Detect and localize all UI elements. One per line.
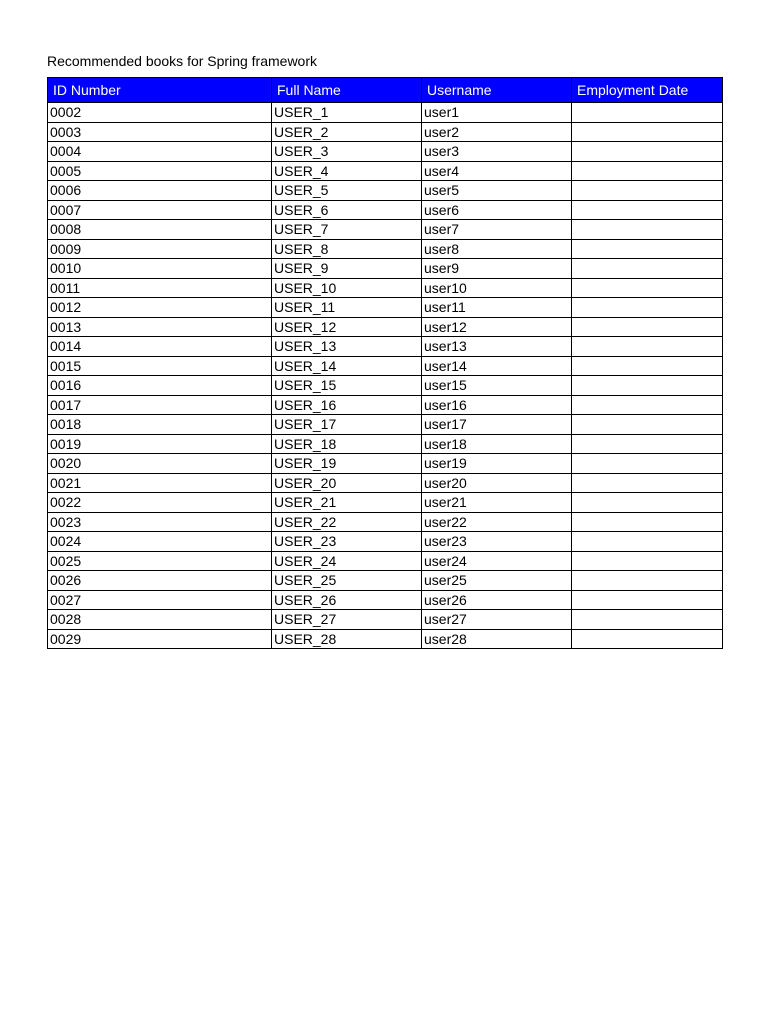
employment-date-cell [572, 532, 723, 552]
id-cell: 0003 [48, 122, 272, 142]
table-row [48, 278, 723, 298]
table-row [48, 610, 723, 630]
employment-date-cell [572, 571, 723, 591]
username-cell: user19 [422, 454, 572, 474]
full-name-cell: USER_13 [272, 337, 422, 357]
employment-date-cell [572, 200, 723, 220]
id-cell: 0021 [48, 473, 272, 493]
employment-date-cell [572, 161, 723, 181]
full-name-cell: USER_11 [272, 298, 422, 318]
username-cell: user5 [422, 181, 572, 201]
id-cell: 0018 [48, 415, 272, 435]
employment-date-cell [572, 454, 723, 474]
username-cell: user15 [422, 376, 572, 396]
table-row [48, 259, 723, 279]
full-name-cell: USER_4 [272, 161, 422, 181]
id-cell: 0011 [48, 278, 272, 298]
full-name-cell: USER_5 [272, 181, 422, 201]
employment-date-cell [572, 395, 723, 415]
table-row [48, 415, 723, 435]
id-cell: 0025 [48, 551, 272, 571]
id-cell: 0024 [48, 532, 272, 552]
table-row [48, 629, 723, 649]
id-cell: 0020 [48, 454, 272, 474]
username-cell: user17 [422, 415, 572, 435]
table-row [48, 434, 723, 454]
table-row [48, 220, 723, 240]
username-cell: user10 [422, 278, 572, 298]
id-cell: 0005 [48, 161, 272, 181]
id-cell: 0012 [48, 298, 272, 318]
username-cell: user13 [422, 337, 572, 357]
username-cell: user9 [422, 259, 572, 279]
username-cell: user18 [422, 434, 572, 454]
username-cell: user26 [422, 590, 572, 610]
id-cell: 0022 [48, 493, 272, 513]
username-cell: user4 [422, 161, 572, 181]
full-name-cell: USER_2 [272, 122, 422, 142]
username-cell: user23 [422, 532, 572, 552]
table-row [48, 493, 723, 513]
employment-date-cell [572, 473, 723, 493]
full-name-cell: USER_12 [272, 317, 422, 337]
full-name-cell: USER_26 [272, 590, 422, 610]
id-cell: 0007 [48, 200, 272, 220]
table-row [48, 317, 723, 337]
id-cell: 0009 [48, 239, 272, 259]
employment-date-cell [572, 512, 723, 532]
table-row [48, 200, 723, 220]
id-cell: 0014 [48, 337, 272, 357]
full-name-cell: USER_28 [272, 629, 422, 649]
employment-date-cell [572, 259, 723, 279]
employment-date-cell [572, 376, 723, 396]
table-row [48, 161, 723, 181]
username-cell: user22 [422, 512, 572, 532]
employment-date-cell [572, 278, 723, 298]
full-name-cell: USER_14 [272, 356, 422, 376]
username-cell: user25 [422, 571, 572, 591]
full-name-cell: USER_27 [272, 610, 422, 630]
table-row [48, 454, 723, 474]
full-name-cell: USER_21 [272, 493, 422, 513]
id-cell: 0008 [48, 220, 272, 240]
table-row [48, 142, 723, 162]
table-row [48, 473, 723, 493]
employment-date-cell [572, 356, 723, 376]
employment-date-cell [572, 629, 723, 649]
username-cell: user20 [422, 473, 572, 493]
id-cell: 0015 [48, 356, 272, 376]
table-row [48, 590, 723, 610]
table-row [48, 571, 723, 591]
id-cell: 0006 [48, 181, 272, 201]
table-row [48, 337, 723, 357]
username-cell: user1 [422, 103, 572, 123]
full-name-cell: USER_1 [272, 103, 422, 123]
username-cell: user3 [422, 142, 572, 162]
employment-date-cell [572, 103, 723, 123]
user-table [47, 77, 723, 649]
full-name-cell: USER_25 [272, 571, 422, 591]
id-cell: 0019 [48, 434, 272, 454]
full-name-cell: USER_10 [272, 278, 422, 298]
full-name-cell: USER_20 [272, 473, 422, 493]
employment-date-cell [572, 181, 723, 201]
table-row [48, 356, 723, 376]
employment-date-cell [572, 590, 723, 610]
full-name-cell: USER_8 [272, 239, 422, 259]
id-cell: 0016 [48, 376, 272, 396]
employment-date-cell [572, 317, 723, 337]
full-name-cell: USER_3 [272, 142, 422, 162]
table-row [48, 532, 723, 552]
table-row [48, 376, 723, 396]
employment-date-cell [572, 610, 723, 630]
username-cell: user6 [422, 200, 572, 220]
table-row [48, 298, 723, 318]
employment-date-cell [572, 337, 723, 357]
full-name-cell: USER_17 [272, 415, 422, 435]
username-cell: user21 [422, 493, 572, 513]
table-row [48, 551, 723, 571]
username-cell: user14 [422, 356, 572, 376]
id-cell: 0023 [48, 512, 272, 532]
id-cell: 0013 [48, 317, 272, 337]
username-cell: user28 [422, 629, 572, 649]
table-row [48, 122, 723, 142]
username-cell: user7 [422, 220, 572, 240]
id-cell: 0026 [48, 571, 272, 591]
username-cell: user27 [422, 610, 572, 630]
employment-date-cell [572, 551, 723, 571]
full-name-cell: USER_23 [272, 532, 422, 552]
full-name-cell: USER_15 [272, 376, 422, 396]
full-name-cell: USER_16 [272, 395, 422, 415]
id-cell: 0017 [48, 395, 272, 415]
id-cell: 0002 [48, 103, 272, 123]
username-cell: user8 [422, 239, 572, 259]
id-cell: 0027 [48, 590, 272, 610]
full-name-cell: USER_19 [272, 454, 422, 474]
employment-date-cell [572, 434, 723, 454]
full-name-cell: USER_7 [272, 220, 422, 240]
username-cell: user11 [422, 298, 572, 318]
employment-date-cell [572, 220, 723, 240]
employment-date-cell [572, 415, 723, 435]
header-id-number: ID Number [48, 78, 272, 103]
username-cell: user16 [422, 395, 572, 415]
employment-date-cell [572, 298, 723, 318]
id-cell: 0028 [48, 610, 272, 630]
table-row [48, 103, 723, 123]
id-cell: 0010 [48, 259, 272, 279]
username-cell: user2 [422, 122, 572, 142]
full-name-cell: USER_22 [272, 512, 422, 532]
table-row [48, 395, 723, 415]
id-cell: 0029 [48, 629, 272, 649]
employment-date-cell [572, 493, 723, 513]
table-row [48, 181, 723, 201]
username-cell: user24 [422, 551, 572, 571]
header-full-name: Full Name [272, 78, 422, 103]
id-cell: 0004 [48, 142, 272, 162]
full-name-cell: USER_6 [272, 200, 422, 220]
employment-date-cell [572, 142, 723, 162]
table-header-row [48, 78, 723, 103]
table-row [48, 512, 723, 532]
table-body [48, 103, 723, 649]
header-employment-date: Employment Date [572, 78, 723, 103]
username-cell: user12 [422, 317, 572, 337]
full-name-cell: USER_18 [272, 434, 422, 454]
full-name-cell: USER_9 [272, 259, 422, 279]
page-title: Recommended books for Spring framework [47, 53, 318, 69]
header-username: Username [422, 78, 572, 103]
table-row [48, 239, 723, 259]
employment-date-cell [572, 122, 723, 142]
full-name-cell: USER_24 [272, 551, 422, 571]
employment-date-cell [572, 239, 723, 259]
